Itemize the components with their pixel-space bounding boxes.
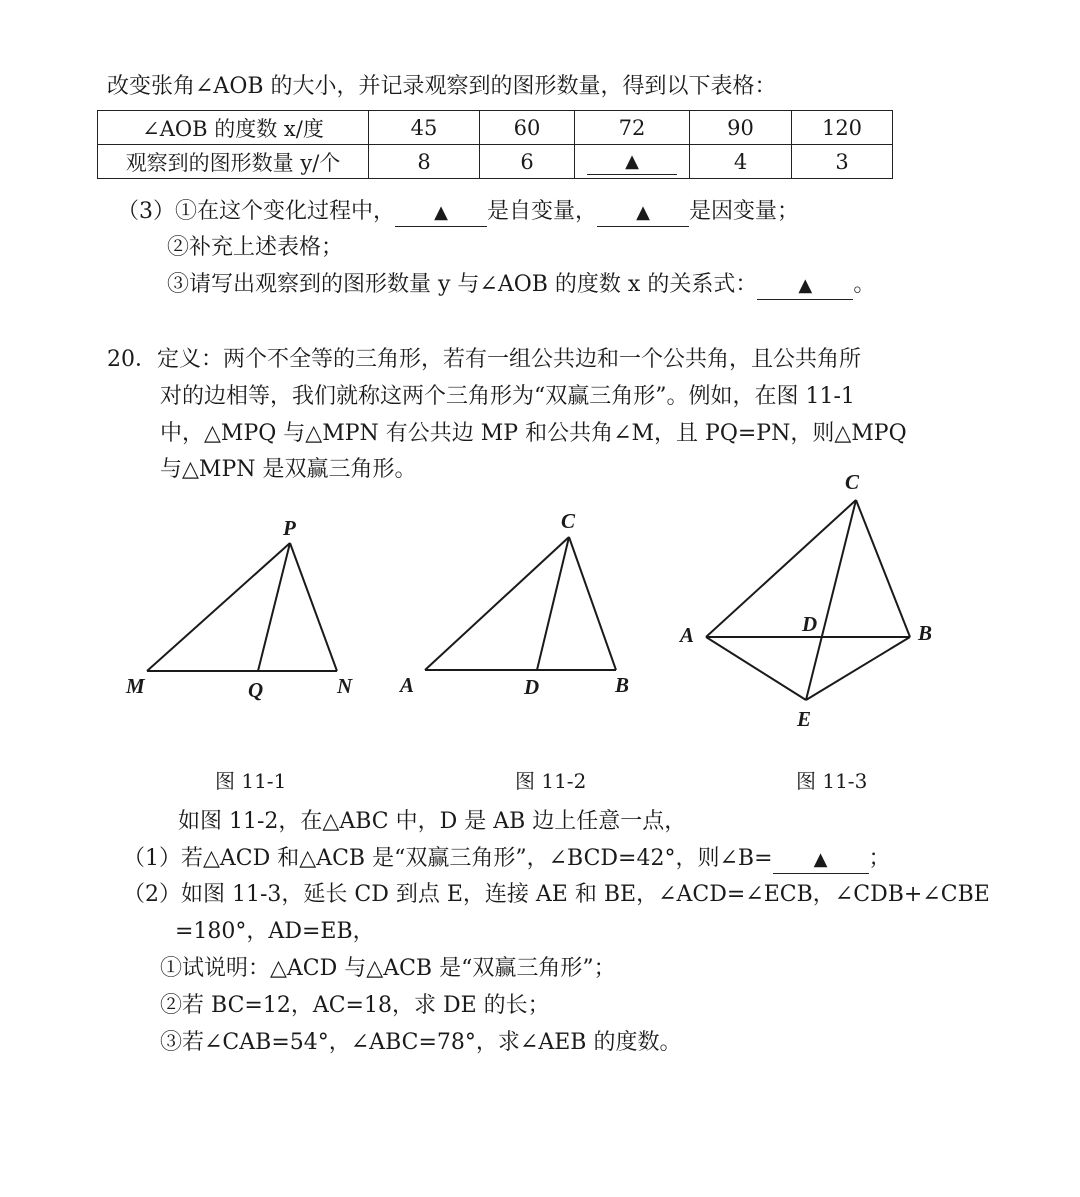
question-2-line2: =180°，AD=EB， bbox=[175, 919, 375, 944]
q3-text: 是因变量； bbox=[689, 199, 800, 224]
q20-line3: 中，△MPQ 与△MPN 有公共边 MP 和公共角∠M，且 PQ=PN，则△MPQ bbox=[160, 421, 907, 446]
label-E: E bbox=[797, 707, 812, 731]
label-C: C bbox=[845, 470, 860, 494]
label-P: P bbox=[283, 516, 296, 540]
q20-line4: 与△MPN 是双赢三角形。 bbox=[160, 457, 417, 482]
answer-blank bbox=[773, 847, 869, 874]
question-text: （1）若△ACD 和△ACB 是“双赢三角形”，∠BCD=42°，则∠B= bbox=[123, 846, 773, 871]
triangle-icon: ▲ bbox=[813, 849, 828, 870]
q3-line2: ②补充上述表格； bbox=[167, 235, 344, 260]
question-2-sub2: ②若 BC=12，AC=18，求 DE 的长； bbox=[160, 993, 550, 1018]
table-cell: 90 bbox=[690, 111, 792, 145]
question-1 bbox=[123, 844, 891, 874]
segment-AC bbox=[425, 537, 569, 670]
segment-PN bbox=[290, 543, 337, 671]
label-M: M bbox=[126, 674, 145, 698]
figure-11-3 bbox=[706, 500, 910, 700]
figure-11-1 bbox=[147, 543, 337, 671]
segment-PQ bbox=[258, 543, 290, 671]
label-A: A bbox=[680, 623, 695, 647]
q20-line1: 20．定义：两个不全等的三角形，若有一组公共边和一个公共角，且公共角所 bbox=[107, 347, 861, 372]
triangle-icon: ▲ bbox=[434, 202, 448, 223]
segment-AE bbox=[706, 637, 806, 700]
label-Q: Q bbox=[248, 678, 264, 702]
table-header-angle: ∠AOB 的度数 x/度 bbox=[98, 111, 369, 145]
intro-text: 改变张角∠AOB 的大小，并记录观察到的图形数量，得到以下表格： bbox=[107, 74, 777, 99]
table-cell: 8 bbox=[369, 145, 480, 179]
table-cell: 3 bbox=[792, 145, 893, 179]
segment-CB bbox=[856, 500, 910, 637]
q3-text: 。 bbox=[853, 272, 876, 297]
table-header-count: 观察到的图形数量 y/个 bbox=[98, 145, 369, 179]
q3-text: 是自变量， bbox=[487, 199, 598, 224]
figure-caption: 图 11-2 bbox=[515, 769, 587, 793]
label-A: A bbox=[400, 673, 415, 697]
label-D: D bbox=[524, 675, 540, 699]
table-cell: 60 bbox=[480, 111, 575, 145]
table-cell: 4 bbox=[690, 145, 792, 179]
triangle-icon: ▲ bbox=[625, 151, 639, 172]
table-cell: 45 bbox=[369, 111, 480, 145]
question-2-sub1: ①试说明：△ACD 与△ACB 是“双赢三角形”； bbox=[160, 956, 616, 981]
table-cell: 72 bbox=[575, 111, 690, 145]
figure-caption: 图 11-3 bbox=[796, 769, 868, 793]
question-text: ； bbox=[868, 846, 891, 871]
label-B: B bbox=[615, 673, 630, 697]
segment-CB bbox=[569, 537, 616, 670]
triangle-icon: ▲ bbox=[798, 275, 813, 296]
question-2-sub3: ③若∠CAB=54°，∠ABC=78°，求∠AEB 的度数。 bbox=[160, 1030, 682, 1055]
figure-caption: 图 11-1 bbox=[215, 769, 287, 793]
table-cell: 6 bbox=[480, 145, 575, 179]
q20-line2: 对的边相等，我们就称这两个三角形为“双赢三角形”。例如，在图 11-1 bbox=[160, 384, 855, 409]
segment-AC bbox=[706, 500, 856, 637]
segment-CD bbox=[537, 537, 569, 670]
table-cell: 120 bbox=[792, 111, 893, 145]
triangle-icon: ▲ bbox=[636, 202, 650, 223]
label-N: N bbox=[337, 674, 353, 698]
segment-MP bbox=[147, 543, 290, 671]
segment-CE bbox=[806, 500, 856, 700]
label-C: C bbox=[561, 509, 576, 533]
segment-BE bbox=[806, 637, 910, 700]
q3-text: （3）①在这个变化过程中， bbox=[117, 199, 395, 224]
questions-lead: 如图 11-2，在△ABC 中，D 是 AB 边上任意一点， bbox=[178, 809, 687, 834]
question-2-line1: （2）如图 11-3，延长 CD 到点 E，连接 AE 和 BE，∠ACD=∠ECB，∠CDB+∠CBE bbox=[123, 882, 990, 907]
label-B: B bbox=[918, 621, 933, 645]
figure-11-2 bbox=[425, 537, 616, 670]
q3-text: ③请写出观察到的图形数量 y 与∠AOB 的度数 x 的关系式： bbox=[167, 272, 758, 297]
label-D: D bbox=[802, 612, 818, 636]
